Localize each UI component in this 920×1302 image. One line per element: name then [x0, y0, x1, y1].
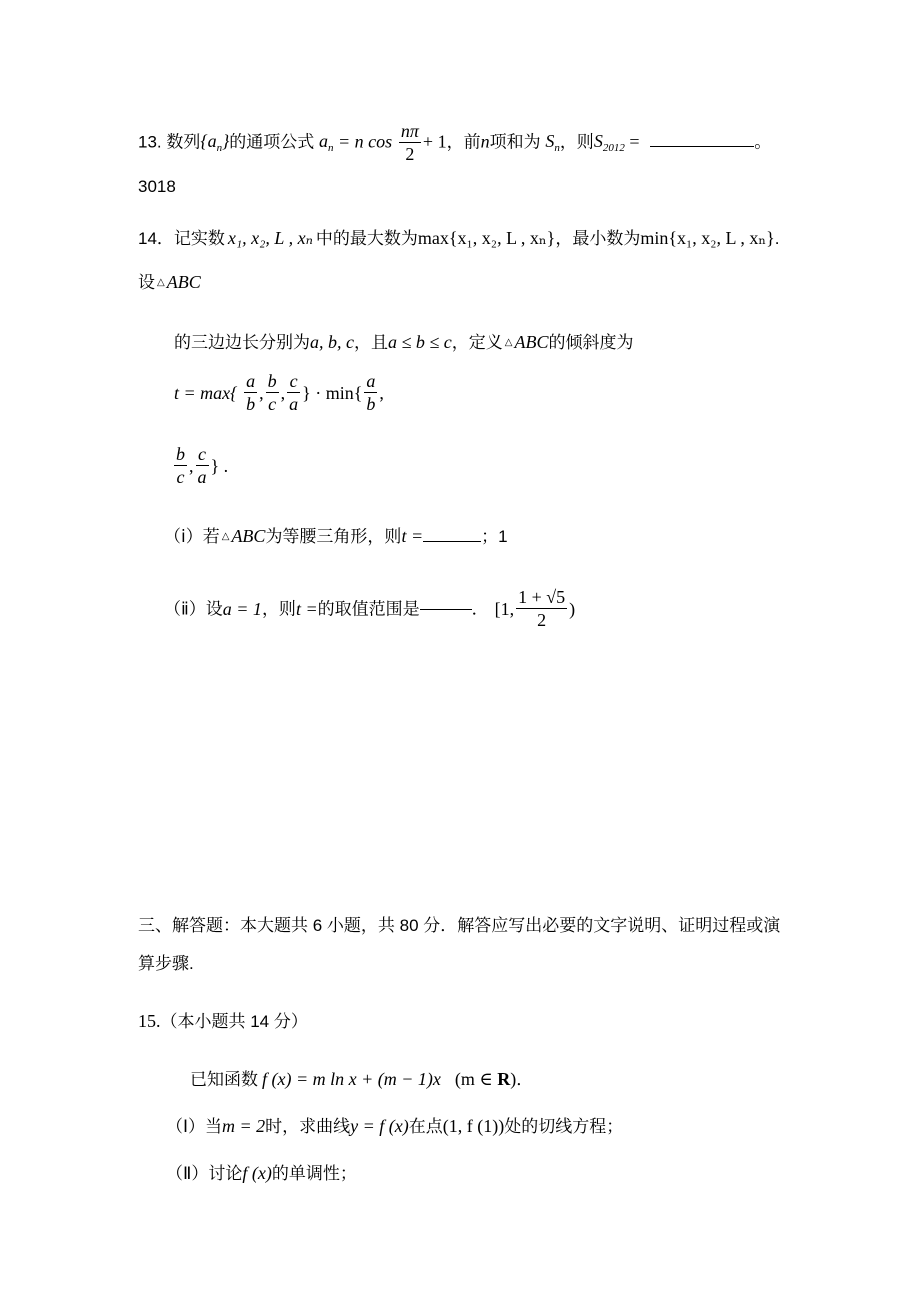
- q13-text-3: ，前: [446, 132, 481, 152]
- frac-a-b: [244, 372, 257, 414]
- range-den: 2: [537, 609, 547, 630]
- cdot-min: · min{: [310, 382, 363, 403]
- q13-text-5: ，则: [559, 132, 594, 152]
- triangle-icon: △: [221, 531, 230, 542]
- q14-formula-line2: [172, 445, 228, 487]
- sub2-text: ，则: [261, 599, 296, 619]
- t-eq: t = max{: [174, 382, 238, 403]
- range-num: 1 + √5: [518, 587, 566, 607]
- y-eq-fx: y = f (x): [350, 1116, 409, 1136]
- range-close: ): [569, 598, 576, 619]
- part1-text-3: 处的切线方程；: [504, 1117, 624, 1136]
- q14-set: 设: [138, 273, 155, 292]
- given-text: 已知函数: [190, 1070, 258, 1089]
- abc-label: ABC: [514, 332, 549, 352]
- frac-den: b: [246, 393, 256, 414]
- q13-number: 13.: [138, 132, 162, 152]
- frac-c-a: [287, 372, 300, 414]
- frac-c-a-2: [196, 445, 209, 487]
- fx: f (x): [242, 1163, 272, 1183]
- q14-sub1: [164, 527, 508, 545]
- q13-text-2: 的通项公式: [229, 132, 315, 152]
- n-var: n: [480, 131, 490, 152]
- frac-b-c: [266, 372, 279, 414]
- q14-l2-text-3: ，定义: [451, 333, 503, 352]
- formula-part: = n cos: [333, 131, 393, 152]
- seq-close: }: [222, 131, 230, 152]
- part1-text-2: 在点: [408, 1117, 443, 1136]
- brace-close-dot: } .: [210, 455, 229, 476]
- q14-text: 记实数: [173, 229, 225, 248]
- equals: =: [624, 131, 640, 152]
- q14-sub2: [164, 588, 575, 630]
- q13-end: 。: [754, 132, 772, 152]
- comma: ,: [189, 455, 194, 476]
- seq-symbol: [200, 131, 230, 155]
- given-end: ．: [516, 1070, 534, 1089]
- q14-line2: [174, 333, 633, 351]
- q13-text: 数列: [166, 132, 201, 152]
- comma: ,: [379, 382, 384, 403]
- part2-label: （Ⅱ）讨论: [166, 1164, 243, 1183]
- brace-close: }: [302, 382, 311, 403]
- part1-text: 时，求曲线: [265, 1117, 351, 1136]
- range-open: [1,: [494, 598, 515, 619]
- q14-dot: .: [774, 229, 780, 248]
- seq-open: {a: [200, 131, 217, 152]
- range-fraction: [516, 588, 567, 630]
- sn-symbol: [545, 131, 560, 155]
- frac-num: a: [246, 371, 256, 391]
- sub1-text: 为等腰三角形，则: [265, 527, 402, 546]
- q14-text-2: 中的最大数为: [315, 229, 418, 248]
- q15-part2: [166, 1164, 357, 1182]
- q13-answer: 3018: [138, 177, 176, 196]
- frac-num: c: [287, 372, 300, 393]
- sub1-answer: ；1: [481, 527, 508, 546]
- frac-a-b-2: [364, 372, 377, 414]
- s2012-letter: S: [593, 131, 603, 152]
- q14-number: 14．: [138, 229, 174, 248]
- an-letter: a: [319, 131, 329, 152]
- frac-den: c: [268, 393, 277, 414]
- abc-vars: a, b, c: [310, 332, 354, 352]
- domain-close: ): [510, 1069, 517, 1089]
- answer-blank: [423, 540, 481, 542]
- sn-letter: S: [545, 131, 555, 152]
- frac-den: 2: [405, 143, 415, 164]
- frac-num: nπ: [400, 121, 419, 141]
- frac-num: a: [366, 371, 376, 391]
- an-sub: n: [328, 142, 334, 155]
- min-expr: min{x₁, x₂, L , xₙ}: [640, 228, 775, 248]
- q14-l2-text-4: 的倾斜度为: [548, 333, 634, 352]
- comma: ,: [259, 382, 264, 403]
- domain-open: (m ∈: [454, 1069, 498, 1089]
- answer-blank: [420, 608, 472, 610]
- q15-given: [190, 1070, 533, 1088]
- triangle-icon: △: [504, 337, 513, 348]
- frac-b-c-2: [174, 445, 187, 487]
- plus-one: + 1: [422, 131, 447, 152]
- xs-list: x₁, x₂, L , xₙ: [227, 228, 313, 248]
- abc-label: ABC: [166, 272, 201, 292]
- npi-over-2-fraction: [399, 122, 421, 164]
- t-var: t =: [401, 526, 424, 546]
- sn-sub: n: [554, 142, 560, 155]
- max-expr: max{x₁, x₂, L , xₙ}: [417, 228, 556, 248]
- frac-num: c: [196, 445, 209, 466]
- sub2-text-2: 的取值范围是: [317, 599, 420, 619]
- part2-text: 的单调性；: [271, 1164, 357, 1183]
- q15-points: （本小题共 14 分）: [160, 1012, 308, 1031]
- q14-formula-line: [174, 372, 384, 414]
- tangent-point: (1, f (1)): [442, 1116, 505, 1136]
- sub1-label: （ⅰ）若: [164, 527, 220, 546]
- m-eq-2: m = 2: [222, 1116, 266, 1136]
- q13-text-4: 项和为: [489, 132, 541, 152]
- q15-header: [138, 1012, 308, 1030]
- function-def: f (x) = m ln x + (m − 1)x: [262, 1069, 441, 1089]
- abc-label: ABC: [231, 526, 266, 546]
- triangle-icon: △: [157, 277, 165, 288]
- q14-line1: [138, 229, 780, 247]
- s2012-symbol: [593, 131, 625, 155]
- section3-line1: 三、解答题：本大题共 6 小题，共 80 分．解答应写出必要的文字说明、证明过程或演: [138, 916, 781, 935]
- an-symbol: [319, 131, 334, 155]
- sub2-dot: ．: [471, 599, 489, 619]
- q15-number: 15.: [138, 1011, 161, 1031]
- frac-num: b: [267, 371, 277, 391]
- a-eq: a = 1: [222, 598, 262, 619]
- seq-sub: n: [216, 142, 223, 155]
- domain: [455, 1069, 516, 1089]
- q13-line: [138, 122, 771, 164]
- q14-line1b: [138, 273, 201, 291]
- frac-den: b: [366, 393, 376, 414]
- frac-den: a: [289, 393, 299, 414]
- reals-symbol: R: [497, 1069, 511, 1089]
- q14-text-3: ，最小数为: [555, 229, 641, 248]
- frac-den: c: [176, 466, 185, 487]
- q14-l2-text-2: ，且: [354, 333, 388, 352]
- frac-den: a: [197, 466, 207, 487]
- s2012-sub: 2012: [602, 142, 625, 155]
- inequality: a ≤ b ≤ c: [388, 332, 452, 352]
- q15-part1: [166, 1117, 623, 1135]
- comma: ,: [280, 382, 286, 403]
- answer-blank: [650, 145, 754, 147]
- t-var: t =: [295, 598, 318, 619]
- frac-num: b: [176, 444, 185, 464]
- q14-l2-text: 的三边边长分别为: [174, 333, 310, 352]
- section3-line2: 算步骤.: [138, 954, 194, 973]
- sub2-label: （ⅱ）设: [164, 599, 223, 619]
- part1-label: （Ⅰ）当: [166, 1117, 223, 1136]
